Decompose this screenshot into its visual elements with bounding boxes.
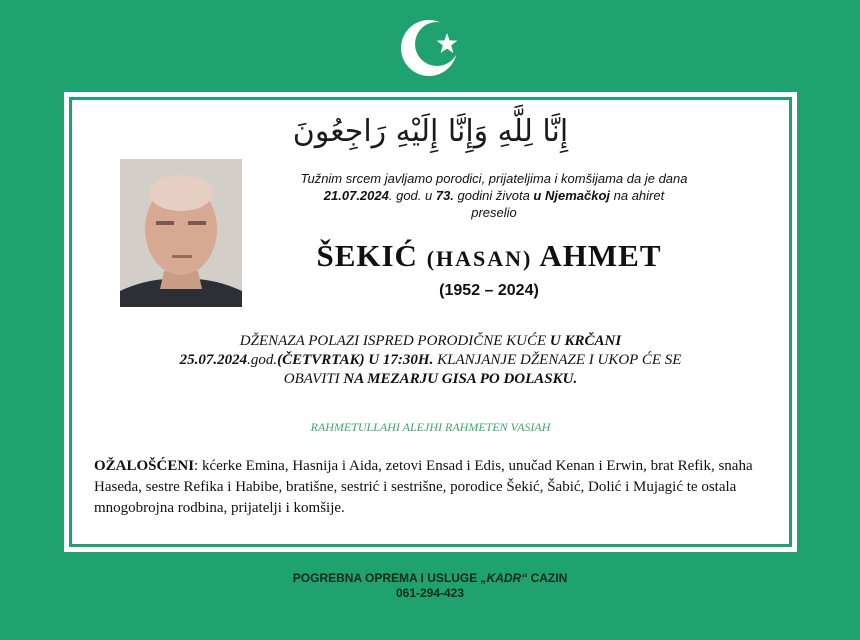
intro-line-1: Tužnim srcem javljamo porodici, prijateljima i komšijama da je dana [300,171,688,186]
funeral-service-footer [0,571,860,601]
intro-godini: godini života [453,188,534,203]
funeral-location: U KRČANI [549,333,622,349]
funeral-god: .god. [247,352,278,368]
arabic-verse: إِنَّا لِلَّهِ وَإِنَّا إِلَيْهِ رَاجِعُونَ [292,114,569,149]
mourners-list [94,456,774,519]
burial-place: NA MEZARJU GISA PO DOLASKU. [343,371,578,387]
intro-text [264,170,724,221]
surname: ŠEKIĆ [316,238,418,273]
deceased-name [254,238,724,274]
portrait-photo [120,159,242,307]
life-years: (1952 – 2024) [439,282,539,299]
first-name: AHMET [539,238,662,273]
funeral-date: 25.07.2024 [179,352,248,368]
mourners-label: OŽALOŠĆENI [94,458,195,474]
footer-brand: „KADR“ [480,571,528,585]
footer-city: CAZIN [527,571,568,585]
intro-ahiret: na ahiret [610,188,665,203]
funeral-time: (ČETVRTAK) U 17:30H. [277,352,434,368]
funeral-line-1: DŽENAZA POLAZI ISPRED PORODIČNE KUĆE [239,333,550,349]
intro-god: . god. u [388,188,436,203]
crescent-star-icon [399,16,463,80]
rahmet-prayer: RAHMETULLAHI ALEJHI RAHMETEN VASIAH [310,420,551,434]
footer-phone: 061-294-423 [395,586,465,600]
father-name: (HASAN) [426,246,533,271]
funeral-line-2-rest: KLANJANJE DŽENAZE I UKOP ĆE SE [433,352,682,368]
intro-line-3: preselio [471,205,517,220]
death-date: 21.07.2024 [323,188,389,203]
funeral-line-3: OBAVITI [283,371,344,387]
deceased-photo [120,159,242,307]
age: 73. [435,188,454,203]
obituary-card [64,92,797,552]
funeral-info [104,332,757,389]
footer-company: POGREBNA OPREMA I USLUGE [292,571,481,585]
death-place: u Njemačkoj [533,188,611,203]
mourners-text: : kćerke Emina, Hasnija i Aida, zetovi Ensad i Edis, unučad Kenan i Erwin, brat Refik, snaha Haseda, sestre Refika i Habibe, bratišne, sestrić i sestrišne, porodice Šekić, Šabić, Dolić i Mujagić te ostala mnogobrojna rodbina, prijatelji i komšije. [94,458,753,516]
